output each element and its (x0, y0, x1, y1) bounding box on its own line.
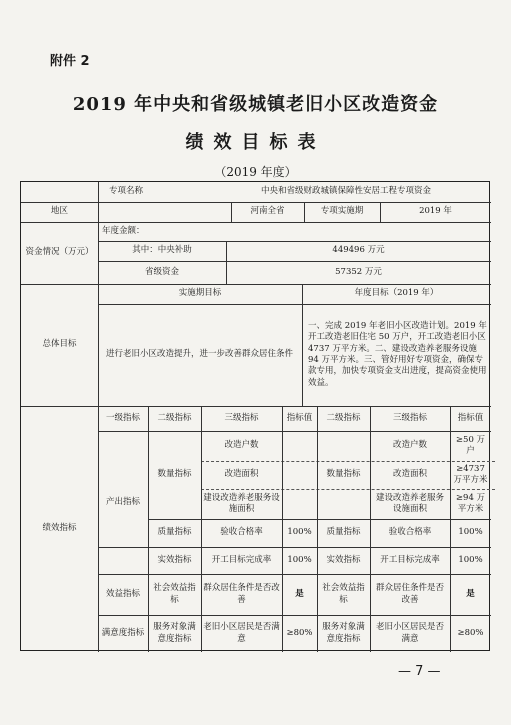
header-level1: 一级指标 (105, 412, 140, 423)
indicator-row: 改造户数 (224, 440, 259, 451)
region-label: 地区 (50, 206, 68, 217)
implementation-goal-header: 实施期目标 (178, 288, 222, 299)
quantity-indicator-label-right: 数量指标 (326, 469, 361, 480)
page-number: — 7 — (398, 664, 441, 679)
header-level2: 二级指标 (157, 412, 192, 423)
quality-indicator-label-right: 质量指标 (326, 527, 361, 538)
header-level3: 三级指标 (224, 412, 259, 423)
indicator-value (282, 461, 317, 489)
period-label: 专项实施期 (320, 206, 364, 217)
central-subsidy-value: 449496 万元 (332, 245, 385, 256)
indicator-value (282, 431, 317, 461)
indicator-value-right: ≥4737 万平方米 (453, 463, 488, 485)
overall-goal-label: 总体目标 (42, 339, 77, 350)
benefit-indicator-label: 效益指标 (105, 588, 140, 599)
indicator-row: 老旧小区居民是否满意 (203, 622, 280, 644)
implementation-goal-text: 进行老旧小区改造提升，进一步改善群众居住条件 (106, 349, 294, 360)
header-value: 指标值 (286, 412, 313, 423)
attachment-label: 附件 2 (50, 54, 90, 69)
funding-label: 资金情况（万元） (25, 247, 94, 258)
central-subsidy-label: 其中：中央补助 (132, 245, 192, 256)
performance-target-table (20, 181, 490, 651)
indicator-row: 开工目标完成率 (211, 554, 272, 565)
header-level3-right: 三级指标 (392, 412, 427, 423)
region-value: 河南全省 (250, 206, 285, 217)
indicator-value-right: ≥80% (457, 627, 484, 638)
service-satisfaction-indicator-label-right: 服务对象满意度指标 (322, 622, 365, 644)
satisfaction-indicator-label: 满意度指标 (101, 627, 145, 638)
year-note: （2019 年度） (214, 165, 297, 179)
annual-goal-text: 一、完成 2019 年老旧小区改造计划。2019 年开工改造老旧住宅 50 万户，开工改造老旧小区 4737 万平方米。二、建设改造养老服务设施 94 万平方米。三、管好用好专项资金，确保专款专用，加快专项资金支出进度，提高资金使用效益。 (308, 320, 487, 388)
indicator-row-right: 建设改造养老服务设施面积 (375, 492, 444, 514)
indicator-row-right: 群众居住条件是否改善 (375, 583, 444, 605)
annual-amount-label: 年度金额： (102, 225, 145, 236)
indicator-value: 100% (287, 554, 312, 565)
indicator-value-right: 100% (458, 527, 483, 538)
indicator-value-right: 100% (458, 554, 483, 565)
indicator-row-right: 改造户数 (392, 440, 427, 451)
quantity-indicator-label: 数量指标 (157, 469, 192, 480)
fund-name-value: 中央和省级财政城镇保障性安居工程专项资金 (260, 186, 431, 197)
performance-indicators-label: 绩效指标 (42, 523, 77, 534)
document-title-line2: 绩效目标表 (185, 132, 326, 153)
service-satisfaction-indicator-label: 服务对象满意度指标 (153, 622, 196, 644)
indicator-value: 是 (295, 588, 304, 599)
indicator-value-right: ≥94 万平方米 (455, 492, 486, 514)
indicator-row: 建设改造养老服务设施面积 (203, 492, 280, 514)
provincial-funds-value: 57352 万元 (335, 266, 382, 277)
indicator-row-right: 验收合格率 (388, 527, 432, 538)
social-benefit-indicator-label: 社会效益指标 (153, 583, 196, 605)
indicator-row: 验收合格率 (220, 527, 263, 538)
indicator-value (282, 489, 317, 519)
indicator-value-right: ≥50 万户 (455, 434, 486, 456)
output-indicator-label: 产出指标 (105, 496, 140, 507)
indicator-value: ≥80% (286, 627, 313, 638)
indicator-row-right: 改造面积 (392, 469, 427, 480)
provincial-funds-label: 省级资金 (144, 266, 179, 277)
period-value: 2019 年 (419, 206, 452, 217)
header-value-right: 指标值 (457, 412, 484, 423)
indicator-value-right: 是 (466, 588, 475, 599)
timeliness-indicator-label: 实效指标 (157, 554, 192, 565)
quality-indicator-label: 质量指标 (157, 527, 192, 538)
indicator-row-right: 开工目标完成率 (380, 554, 440, 565)
social-benefit-indicator-label-right: 社会效益指标 (322, 583, 365, 605)
indicator-row-right: 老旧小区居民是否满意 (375, 622, 444, 644)
indicator-value: 100% (287, 527, 312, 538)
header-level2-right: 二级指标 (326, 412, 361, 423)
document-title-line1: 2019 年中央和省级城镇老旧小区改造资金 (72, 94, 439, 115)
indicator-row: 群众居住条件是否改善 (203, 583, 280, 605)
fund-name-label: 专项名称 (108, 186, 143, 197)
annual-goal-header: 年度目标（2019 年） (354, 288, 439, 299)
timeliness-indicator-label-right: 实效指标 (326, 554, 361, 565)
indicator-row: 改造面积 (224, 469, 259, 480)
